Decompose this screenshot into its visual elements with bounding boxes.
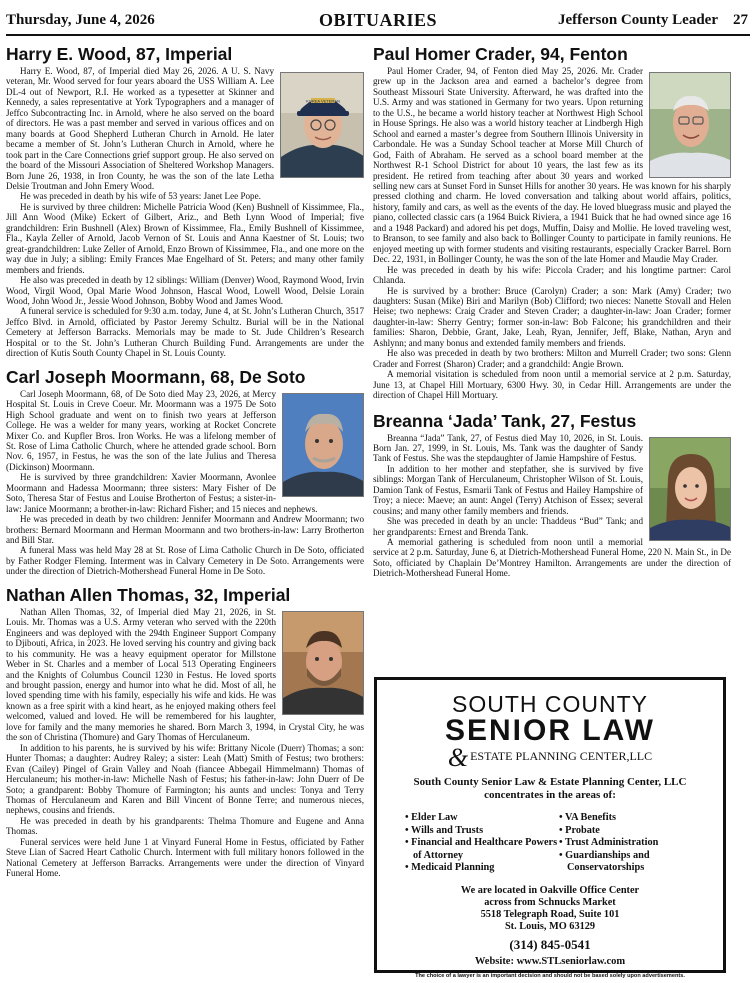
address-line: St. Louis, MO 63129	[504, 920, 596, 932]
practice-areas-right	[559, 812, 713, 875]
right-column	[373, 40, 731, 579]
obit-paragraph: He was preceded in death by his wife of 53 years: Janet Lee Pope.	[20, 191, 261, 202]
portrait-photo	[280, 72, 364, 178]
obit-paragraph: In addition to his parents, he is survived by his wife: Brittany Nicole (Duerr) Thomas; a son: Hunter Thomas; a daughter: Audrey Raley; a sister: Leah (Matt) Smith of Festus; two brothers: Evan (Cailey) Pingel of Grain Valley and Noah (fiancee Abbegail Himmelmann) Thomas of Herculaneum; his mother-in-law: Michelle Nash of Festus; his father-in-law: John Duerr of De Soto; a grandparent: Bobby Thomure of Farmington; his aunts and uncles: Tonya and Terry Thomas of Herculaneum and Karen and Bill Vincent of Bonne Terre; and numerous nieces, nephews, cousins and friends.	[6, 742, 364, 816]
address-line: We are located in Oakville Office Center	[460, 884, 640, 896]
practice-area: • VA Benefits	[559, 812, 617, 823]
obituary-thomas	[6, 583, 364, 879]
left-column	[6, 40, 364, 879]
obit-paragraph: He is survived by a brother: Bruce (Carolyn) Crader; a son: Mark (Amy) Crader; two daughters: Susan (Mike) Biri and Marilyn (Bob) Clifford; two nieces: Nanette Stovall and Helen Heise; two nephews: Craig Crader and Steven Crader; a daughter-in-law: Joan Crader; former daughter-in-law: Sherry Gentry; former son-in-law: Bob Falcone; his grandchildren and their families: Sharon, Debbie, Grant, Jake, Leah, Ryan, Jennifer, Jeff, Blake, Nathan, Aryn and Ashlynn; and many bonus and extended family members and friends.	[373, 285, 731, 348]
obituary-crader	[373, 42, 731, 401]
practice-area: • Guardianships and Conservatorships	[559, 849, 650, 873]
address-line: 5518 Telegraph Road, Suite 101	[480, 908, 620, 920]
obituary-title: Carl Joseph Moormann, 68, De Soto	[6, 366, 306, 387]
practice-areas	[387, 812, 713, 875]
obit-paragraph: He also was preceded in death by two brothers: Milton and Murrell Crader; two sons: Glenn Crader and Forrest (Sharon) Crader; and a grandchild: Angie Brown.	[373, 348, 731, 369]
obituary-tank	[373, 409, 731, 579]
practice-area: • Trust Administration	[559, 837, 659, 848]
obituary-title: Harry E. Wood, 87, Imperial	[6, 44, 233, 64]
page-number: 27	[733, 12, 748, 28]
practice-area: • Elder Law	[405, 812, 458, 823]
obit-paragraph: He was preceded in death by his grandparents: Thelma Thomure and Eugene and Anna Thomas.	[6, 815, 364, 837]
ad-intro-line: South County Senior Law & Estate Planning Center, LLC	[413, 776, 687, 788]
obit-paragraph: Paul Homer Crader, 94, of Fenton died May 25, 2026. Mr. Crader grew up in the Jackson area and earned a bachelor’s degree from Southeast Missouri State University. Afterward, he was drafted into the U.S. Army and was stationed in Germany for two years. Upon returning to the U.S., he became a world history teacher at Northwest High School in House Springs. He also was a world history teacher at Lindbergh High School and earned a master’s degree from Southern Illinois University in Carbondale. He was a Sunday School teacher at Morse Mill Church of God, Faith of Abraham. He served as a school board member at the Northwest R-1 School District for about 10 years, the last few as its president. He retired from teaching after about 30 years and worked selling new cars at Sunset Ford in Sunset Hills for another 30 years. He was known for his sharply pressed clothing and charm. He loved conversation and talking about world affairs, politics, history, family and cars, as well as the events of the day. He loved bluegrass music and played the piano, collected classic cars (a 1964 Buick Riviera, a 1941 Buick that he had owned since age 16 and a 1948 Packard) and adored his pet dogs, Muffin, Daisy and Mollie. He loved traveling west, to Branson, to see family and also back to Bollinger County to participate in family reunions. He enjoyed meeting up with former students and visiting restaurants, especially Cracker Barrel. Born Dec. 22, 1931, in Bollinger County, he was the son of the late Homer and Maudie May Crader.	[373, 66, 731, 265]
obit-paragraph: She was preceded in death by an uncle: Thaddeus “Bud” Tank; and her grandparents: Ernest and Brenda Tank.	[373, 516, 643, 537]
address-line: across from Schnucks Market	[484, 896, 616, 908]
ad-logo-subtitle: ESTATE PLANNING CENTER,LLC	[470, 749, 653, 763]
practice-area: • Financial and Healthcare Powers of Attorney	[405, 837, 558, 861]
obit-paragraph: Harry E. Wood, 87, of Imperial died May 26, 2026. A U. S. Navy veteran, Mr. Wood served for four years aboard the USS William A. Lee DL-4 out of Newport, R.I. He worked as a typesetter at Skinner and Kennedy, a sales representative at York Typographers and a manager of Jeffco Subcontracting Inc. in Arnold, where he also served on the board of directors. He was a past member and served in various offices and on many boards at Good Shepherd Lutheran Church in Arnold. He later became a member of St. John’s Lutheran Church in Arnold, where he took part in the Care Connections grief support group. He also served on the board of the Missouri Association of Sheltered Workshop Managers. Born June 26, 1938, in Iron County, he was the son of the late Letha Delsie Troutman and John Emery Wood.	[6, 66, 274, 191]
office-address	[387, 885, 713, 933]
portrait-photo	[649, 72, 731, 178]
ampersand-logo: &	[447, 743, 469, 772]
ad-intro-line: concentrates in the areas of:	[484, 789, 616, 801]
obituary-title: Breanna ‘Jada’ Tank, 27, Festus	[373, 410, 637, 431]
ad-intro	[387, 776, 713, 802]
obit-paragraph: In addition to her mother and stepfather, she is survived by five siblings: Morgan Tank of Herculaneum, Christopher Wilson of St. Louis, Damion Tank of Festus, Esmarii Tank of Festus and Hailey Hampshire of Troy; a niece: Maeve; an aunt: Angel (Terry) Atchison of Essex; several cousins; and many other family members and friends.	[373, 463, 643, 516]
page-header	[6, 10, 750, 36]
obit-paragraph: A memorial gathering is scheduled from noon until a memorial service at 2 p.m. Saturday, June 6, at Dietrich-Mothershead Funeral Home, 220 N. Main St., in De Soto, officiated by Chaplain De’Montrey Hamilton. Arrangements are under the direction of Dietrich-Mothershead Funeral Home.	[373, 537, 731, 579]
obit-paragraph: Funeral services were held June 1 at Vinyard Funeral Home in Festus, officiated by Father Steve Lian of Sacred Heart Catholic Church. Interment with full military honors followed in the National Cemetery at Jefferson Barracks. Arrangements were under the direction of Vinyard Funeral Home.	[6, 836, 364, 879]
website: Website: www.STLseniorlaw.com	[474, 955, 626, 967]
obit-paragraph: He was preceded in death by two children: Jennifer Moormann and Andrew Moormann; two brothers: Bernard Moormann and Herman Moormann and two brothers-in-law: Larry Brotherton and Bill Star.	[6, 514, 364, 546]
obit-paragraph: He was preceded in death by his wife: Piccola Crader; and his longtime partner: Carol Chlanda.	[373, 264, 731, 286]
portrait-photo	[282, 393, 364, 497]
obit-paragraph: He is survived by three children: Michelle Patricia Wood (Ken) Bushnell of Kissimmee, Fla., Jill Ann Wood (Mike) Eckert of Gilbert, Ariz., and Beth Lynn Wood of Imperial; five grandchildren: Erin Bushnell (Alex) Brown of Kissimmee, Fla., Emily Bushnell of Kissimmee, Fla., Kayla Zeller of Arnold, Jacob Vernon of St. Louis and Anna Kaestner of St. Louis; two great-grandchildren: Luke Zeller of Arnold, Enzo Brown of Kissimmee, Fla., and one more on the way due in July; a sibling: Emily Frances Mae Engelhard of St. Peters; and many other family members and friends.	[6, 201, 364, 275]
obit-paragraph: Carl Joseph Moormann, 68, of De Soto died May 23, 2026, at Mercy Hospital St. Louis in Creve Coeur. Mr. Moormann was a 1975 De Soto High School graduate and went on to finish two years at Jefferson College. He was a welder for many years, working at Rocket Concrete Mixer Co. and Kupfler Bros. Iron Works. He was a lifelong member of St. Rose of Lima Catholic Church, where he attended grade school. Born Nov. 6, 1957, in Festus, he was the son of the late Julius and Theresa (Dickinson) Moormann.	[6, 388, 276, 472]
practice-areas-left	[405, 812, 559, 875]
ad-disclaimer: The choice of a lawyer is an important decision and should not be based solely upon advertisements.	[415, 972, 685, 979]
newspaper-name: Jefferson County Leader	[558, 12, 718, 28]
obituary-moormann	[6, 365, 364, 577]
ad-logo-line3	[387, 743, 713, 772]
practice-area: • Probate	[559, 824, 600, 836]
obit-paragraph: A memorial visitation is scheduled from noon until a memorial service at 2 p.m. Saturday, June 13, at Chapel Hill Mortuary, 6300 Hwy. 30, in Cedar Hill. Arrangements are under the direction of Chapel Hill Mortuary.	[373, 369, 731, 401]
ad-logo-line1: SOUTH COUNTY	[452, 691, 648, 717]
practice-area: • Wills and Trusts	[405, 824, 484, 836]
obituary-title: Nathan Allen Thomas, 32, Imperial	[6, 584, 291, 605]
obit-paragraph: Breanna “Jada” Tank, 27, of Festus died May 10, 2026, in St. Louis. Born Jan. 27, 1999, in St. Louis, Ms. Tank was the daughter of Sandy Tank of Festus. She was the stepdaughter of Jamie Hampshire of Festus.	[373, 432, 643, 464]
phone-number: (314) 845-0541	[509, 936, 591, 952]
obit-paragraph: He also was preceded in death by 12 siblings: William (Denver) Wood, Raymond Wood, Irvin Wood, Virgil Wood, Opal Marie Wood Johnson, Hascal Wood, Lowell Wood, Delsie Lorain Wood, John Wood Jr., Jessie Wood Johnson, Bobby Wood and James Wood.	[6, 275, 364, 306]
obit-paragraph: He is survived by three grandchildren: Xavier Moormann, Avonlee Moormann and Hadessa Moormann; three sisters: Mary Fisher of De Soto, Theresa Star of Festus and Louise Brotherton of Festus; a sister-in-law: Janice Moormann; a brother-in-law: Richard Fisher; and 15 nieces and nephews.	[6, 472, 318, 514]
issue-date: Thursday, June 4, 2026	[6, 12, 155, 28]
obit-paragraph: Nathan Allen Thomas, 32, of Imperial died May 21, 2026, in St. Louis. Mr. Thomas was a U.S. Army veteran who served with the 220th Engineers and was deployed with the 294th Engineer Support Company to Djibouti, Africa, in 2023. He loved serving his country and giving back to his community. He was a heavy equipment operator for Millstone Weber in St. Charles and a member of Local 513 Operating Engineers and the Knights of Columbus Council 1230 in Festus. He loved sports and brought passion, energy and humor into what he did. Most of all, he loved spending time with his family, especially his wife and kids. He was known as a free spirit with a kind heart, as he enjoyed making others feel welcomed, valued and loved. He will be remembered for his laughter, love for family and the many memories he shared. Born March 3, 1994, in Crystal City, he was the son of Christina (Thomure) and Gary Thomas of Herculaneum.	[6, 606, 364, 743]
portrait-photo	[649, 437, 731, 541]
obituary-title: Paul Homer Crader, 94, Fenton	[373, 44, 628, 64]
law-firm-advertisement	[374, 677, 726, 979]
obituary-wood	[6, 42, 364, 359]
practice-area: • Medicaid Planning	[405, 862, 495, 873]
portrait-photo	[282, 611, 364, 715]
section-title: OBITUARIES	[318, 10, 438, 30]
obit-paragraph: A funeral Mass was held May 28 at St. Rose of Lima Catholic Church in De Soto, officiated by Father Rodger Fleming. Interment was in Calvary Cemetery in De Soto. Arrangements were under the direction of Dietrich-Mothershead Funeral Home in De Soto.	[6, 545, 364, 577]
ad-logo-line2: SENIOR LAW	[444, 714, 655, 747]
cap-text: KOREA VETERAN	[306, 98, 340, 104]
obit-paragraph: A funeral service is scheduled for 9:30 a.m. today, June 4, at St. John’s Lutheran Church, 3517 Jeffco Blvd. in Arnold, officiated by Pastor Jeremy Schultz. Burial will be in the National Cemetery at Jefferson Barracks. Memorials may be made to St. Jude Children’s Research Hospital or to the St. John’s Lutheran Church Building Fund. Arrangements are under the direction of Kutis South County Chapel in St. Louis County.	[6, 306, 364, 359]
